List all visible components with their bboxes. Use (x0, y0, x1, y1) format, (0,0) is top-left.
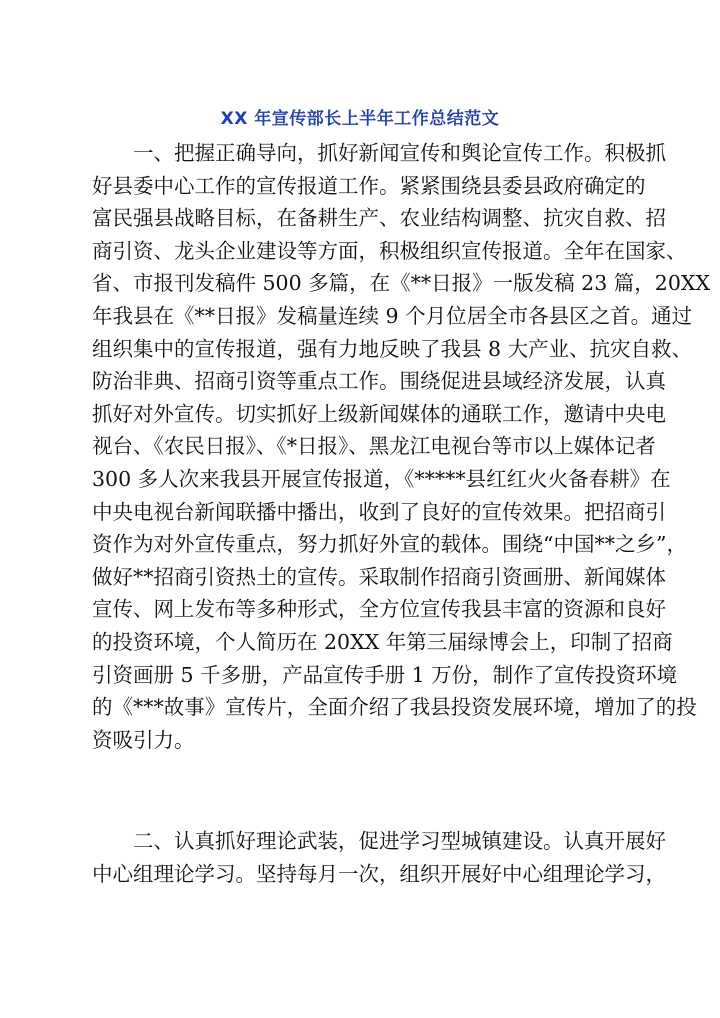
paragraph-line: 引资画册 5 千多册，产品宣传手册 1 万份，制作了宣传投资环境 (92, 662, 678, 687)
paragraph-line: 的投资环境，个人简历在 20XX 年第三届绿博会上，印制了招商 (92, 629, 673, 654)
paragraph-1 (92, 137, 711, 756)
paragraph-line: 中央电视台新闻联播中播出，收到了良好的宣传效果。把招商引 (92, 499, 666, 524)
paragraph-line: 好县委中心工作的宣传报道工作。紧紧围绕县委县政府确定的 (92, 173, 646, 198)
paragraph-2 (92, 825, 666, 890)
paragraph-line: 防治非典、招商引资等重点工作。围绕促进县域经济发展，认真 (92, 369, 666, 394)
paragraph-line: 资作为对外宣传重点，努力抓好外宣的载体。围绕“中国**之乡”， (92, 532, 687, 557)
paragraph-line: 做好**招商引资热土的宣传。采取制作招商引资画册、新闻媒体 (92, 564, 666, 589)
paragraph-line: 一、把握正确导向，抓好新闻宣传和舆论宣传工作。积极抓 (92, 141, 666, 165)
document-title: XX 年宣传部长上半年工作总结范文 (220, 109, 500, 129)
paragraph-line: 商引资、龙头企业建设等方面，积极组织宣传报道。全年在国家、 (92, 238, 687, 263)
paragraph-line: 抓好对外宣传。切实抓好上级新闻媒体的通联工作，邀请中央电 (92, 401, 666, 426)
paragraph-line: 宣传、网上发布等多种形式，全方位宣传我县丰富的资源和良好 (92, 597, 666, 622)
paragraph-line: 年我县在《**日报》发稿量连续 9 个月位居全市各县区之首。通过 (92, 303, 693, 328)
paragraph-line: 组织集中的宣传报道，强有力地反映了我县 8 大产业、抗灾自救、 (92, 336, 693, 361)
paragraph-line: 视台、《农民日报》、《*日报》、黑龙江电视台等市以上媒体记者 (92, 434, 656, 459)
paragraph-line: 中心组理论学习。坚持每月一次，组织开展好中心组理论学习， (92, 861, 666, 886)
paragraph-line: 300 多人次来我县开展宣传报道，《*****县红红火火备春耕》在 (92, 466, 671, 491)
paragraph-line: 富民强县战略目标，在备耕生产、农业结构调整、抗灾自救、招 (92, 206, 666, 231)
paragraph-line: 的《***故事》宣传片，全面介绍了我县投资发展环境，增加了的投 (92, 695, 697, 720)
paragraph-line: 资吸引力。 (92, 727, 195, 752)
paragraph-line: 省、市报刊发稿件 500 多篇，在《**日报》一版发稿 23 篇，20XX (92, 271, 711, 296)
paragraph-line: 二、认真抓好理论武装，促进学习型城镇建设。认真开展好 (92, 829, 666, 853)
